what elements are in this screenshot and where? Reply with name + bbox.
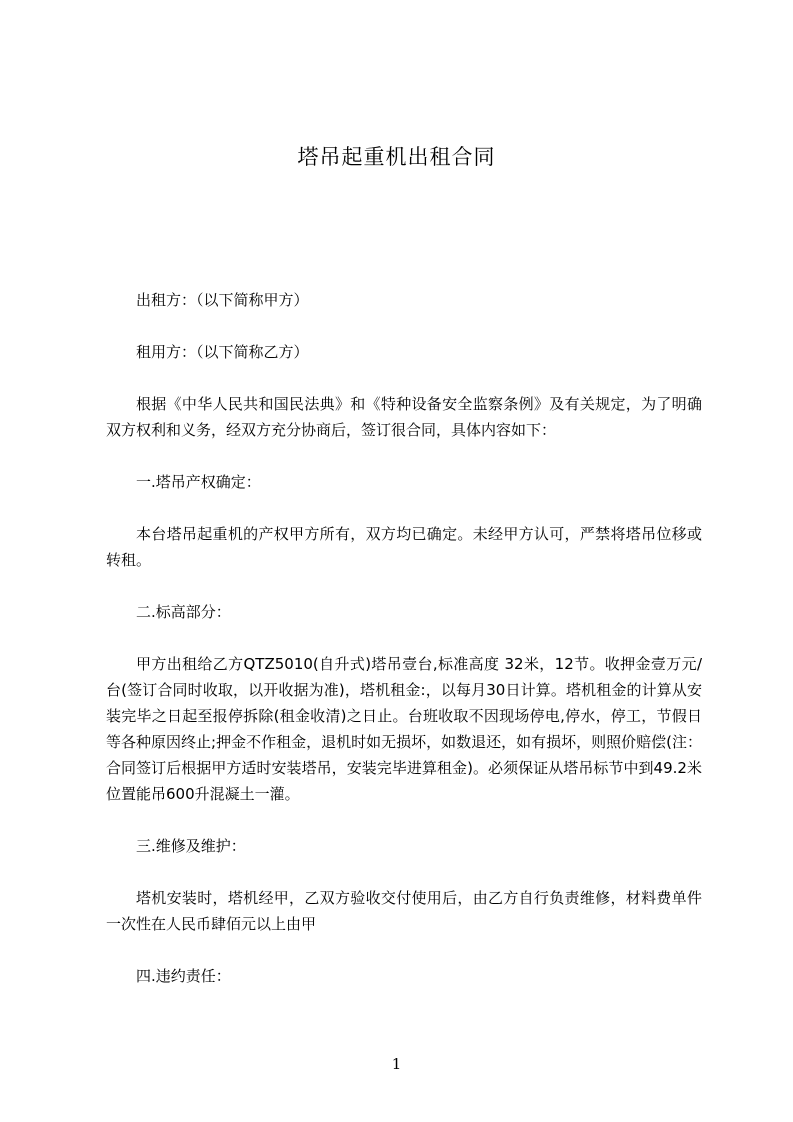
section-body-maintenance: 塔机安装时，塔机经甲，乙双方验收交付使用后，由乙方自行负责维修，材料费单件一次性在人民币肆佰元以上由甲 bbox=[106, 889, 702, 933]
page-number: 1 bbox=[391, 1055, 402, 1073]
preamble-paragraph: 根据《中华人民共和国民法典》和《特种设备安全监察条例》及有关规定，为了明确双方权利和义务，经双方充分协商后，签订很合同，具体内容如下： bbox=[106, 395, 702, 439]
section-heading-property: 一.塔吊产权确定： bbox=[136, 473, 261, 491]
lessee-line: 租用方：（以下简称乙方） bbox=[136, 343, 309, 361]
section-body-elevation: 甲方出租给乙方QTZ5010(自升式)塔吊壹台,标准高度 32米，12节。收押金壹万元/台(签订合同时收取，以开收据为准)，塔机租金:，以每月30日计算。塔机租金的计算从安装完毕之日起至报停拆除(租金收清)之日止。台班收取不因现场停电,停水，停工，节假日等各种原因终止;押金不作租金，退机时如无损坏，如数退还，如有损坏，则照价赔偿(注：合同签订后根据甲方适时安装塔吊，安装完毕进算租金)。必须保证从塔吊标节中到49.2米位置能吊600升混凝土一灌。 bbox=[106, 655, 702, 803]
section-heading-liability: 四.违约责任： bbox=[136, 967, 231, 985]
section-heading-elevation: 二.标高部分： bbox=[136, 603, 231, 621]
document-title: 塔吊起重机出租合同 bbox=[297, 145, 496, 169]
section-body-property: 本台塔吊起重机的产权甲方所有，双方均已确定。未经甲方认可，严禁将塔吊位移或转租。 bbox=[106, 525, 702, 569]
lessor-line: 出租方：（以下简称甲方） bbox=[136, 291, 309, 309]
section-heading-maintenance: 三.维修及维护： bbox=[136, 837, 246, 855]
document-body bbox=[106, 287, 702, 989]
